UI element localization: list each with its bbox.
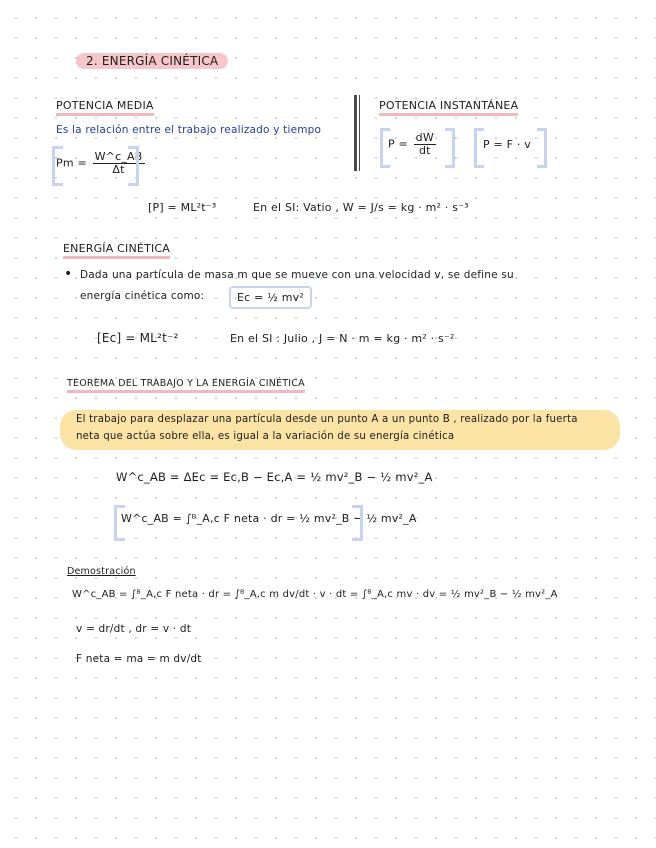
column-divider bbox=[354, 95, 357, 171]
demostracion-line-1: W^c_AB = ∫ᴮ_A,c F neta · dr = ∫ᴮ_A,c m dv/dt · v · dt = ∫ᴮ_A,c mv · dv = ½ mv²_B − ½ mv²_A bbox=[72, 589, 558, 600]
demostracion-line-2: v = dr/dt , dr = v · dt bbox=[76, 623, 192, 635]
potencia-instantanea-heading: POTENCIA INSTANTÁNEA bbox=[379, 99, 518, 116]
energia-cinetica-si-unit: En el SI : Julio , J = N · m = kg · m² · s⁻² bbox=[230, 332, 455, 345]
teorema-statement-2: neta que actúa sobre ella, es igual a la variación de su energía cinética bbox=[76, 431, 455, 442]
demostracion-line-3: F neta = ma = m dv/dt bbox=[76, 653, 202, 665]
potencia-media-formula: Pm = $\frac{W\^{}c\_AB}{\Delta t}$ bbox=[56, 150, 143, 177]
bracket-right bbox=[128, 146, 139, 186]
teorema-statement-1: El trabajo para desplazar una partícula desde un punto A a un punto B , realizado por la fuerta bbox=[76, 414, 578, 425]
teorema-equation-2: W^c_AB = ∫ᴮ_A,c F neta · dr = ½ mv²_B − ½ mv²_A bbox=[121, 512, 417, 525]
teorema-equation-1: W^c_AB = ΔEc = Ec,B − Ec,A = ½ mv²_B − ½ mv²_A bbox=[116, 470, 433, 484]
potencia-media-definition: Es la relación entre el trabajo realizado y tiempo bbox=[56, 124, 322, 136]
energia-cinetica-text-1: Dada una partícula de masa m que se mueve con una velocidad v, se define su bbox=[80, 269, 514, 281]
power-si-unit: En el SI: Vatio , W = J/s = kg · m² · s⁻³ bbox=[253, 201, 469, 214]
bracket-right bbox=[352, 505, 363, 541]
power-dimension: [P] = ML²t⁻³ bbox=[148, 201, 217, 214]
bracket-right bbox=[445, 128, 455, 168]
energia-cinetica-formula: Ec = ½ mv² bbox=[229, 286, 312, 309]
potencia-instantanea-formula-1: P = $\frac{dW}{dt}$ bbox=[388, 131, 434, 158]
energia-cinetica-text-2: energía cinética como: bbox=[80, 290, 205, 302]
potencia-media-heading: POTENCIA MEDIA bbox=[56, 99, 154, 116]
energia-cinetica-heading: ENERGÍA CINÉTICA bbox=[63, 242, 170, 259]
demostracion-heading: Demostración bbox=[67, 566, 136, 577]
energia-cinetica-dimension: [Ec] = ML²t⁻² bbox=[97, 331, 179, 345]
bracket-left bbox=[380, 128, 390, 168]
bracket-left bbox=[114, 505, 125, 541]
bracket-left bbox=[52, 146, 63, 186]
potencia-instantanea-formula-2: P = F · v bbox=[483, 138, 531, 151]
teorema-heading: TEOREMA DEL TRABAJO Y LA ENERGÍA CINÉTICA bbox=[67, 378, 305, 393]
section-title: 2. ENERGÍA CINÉTICA bbox=[76, 54, 228, 68]
bracket-right bbox=[537, 128, 547, 168]
bullet-point: • bbox=[64, 266, 73, 282]
bracket-left bbox=[474, 128, 484, 168]
column-divider-line bbox=[359, 95, 360, 171]
